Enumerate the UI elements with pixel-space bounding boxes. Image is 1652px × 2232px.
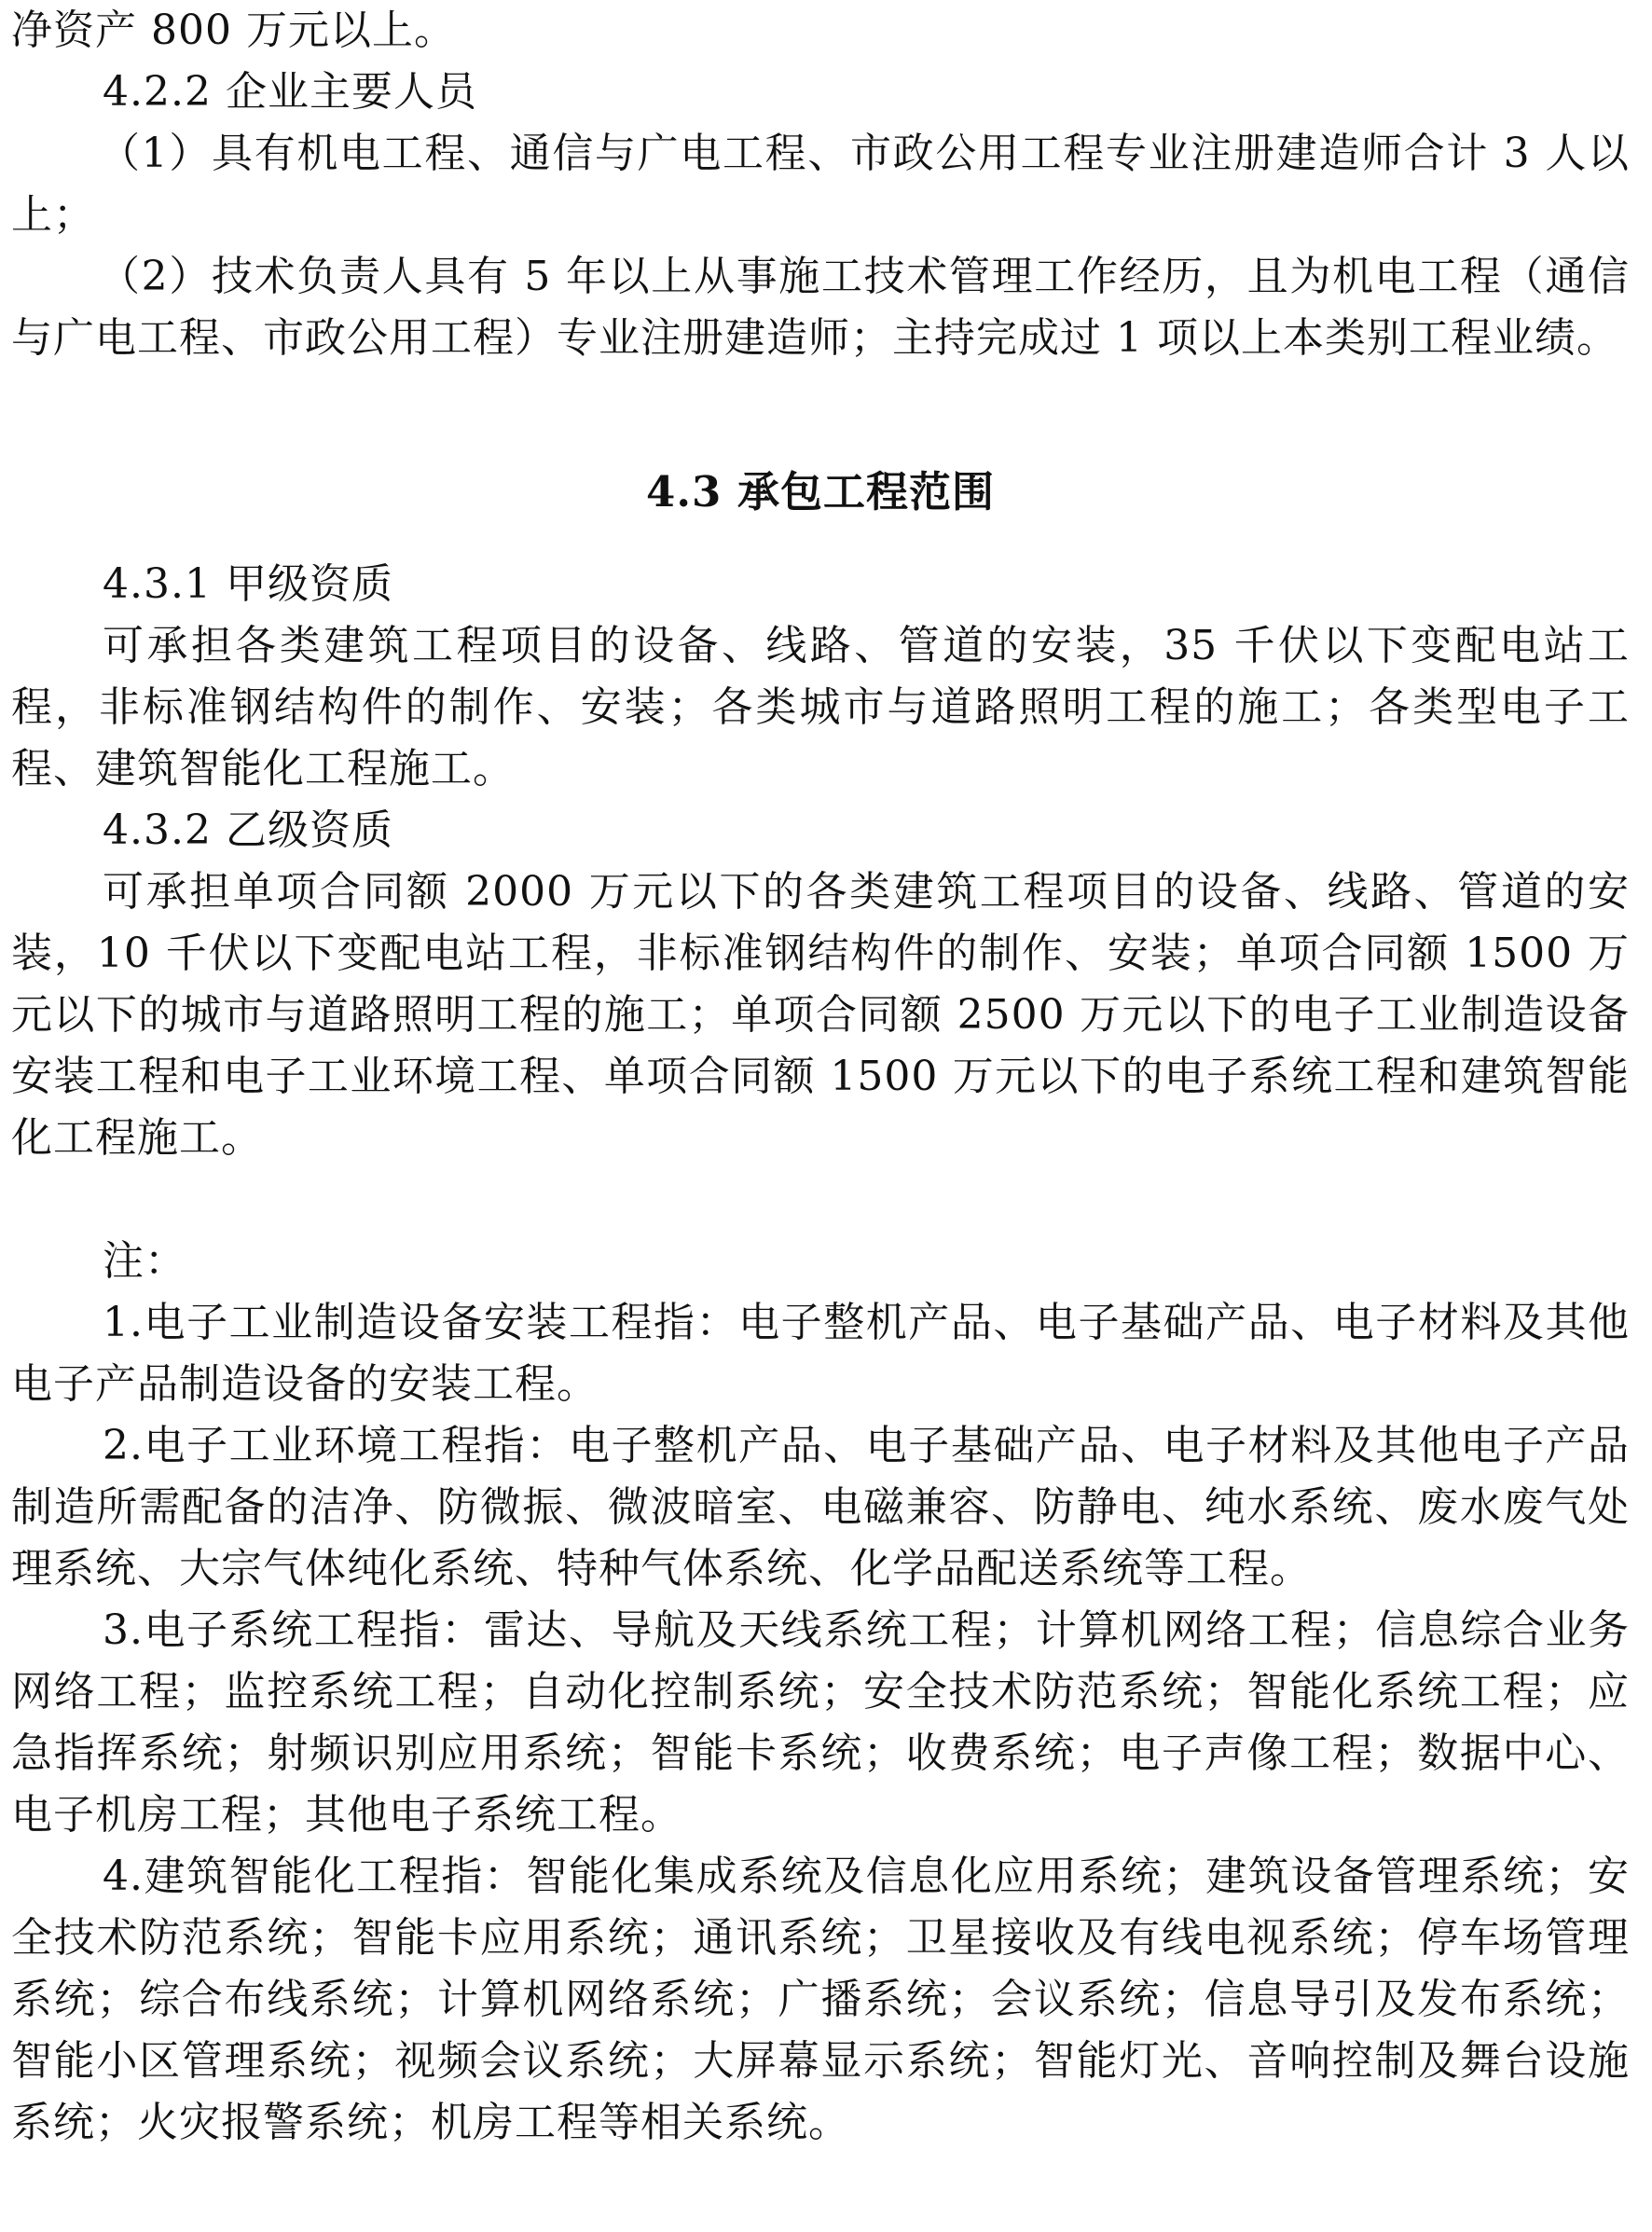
paragraph-grade-a-scope: 可承担各类建筑工程项目的设备、线路、管道的安装，35 千伏以下变配电站工程，非标准钢结构件的制作、安装；各类城市与道路照明工程的施工；各类型电子工程、建筑智能化工程施工。 bbox=[11, 622, 1630, 792]
paragraph-personnel-item-2: （2）技术负责人具有 5 年以上从事施工技术管理工作经历，且为机电工程（通信与广电工程、市政公用工程）专业注册建造师；主持完成过 1 项以上本类别工程业绩。 bbox=[11, 253, 1630, 362]
notes-label: 注： bbox=[103, 1237, 186, 1285]
note-item-1: 1.电子工业制造设备安装工程指：电子整机产品、电子基础产品、电子材料及其他电子产品制造设备的安装工程。 bbox=[11, 1299, 1630, 1408]
blank-line bbox=[11, 1169, 1630, 1231]
blank-line bbox=[11, 369, 1630, 431]
heading-4-3-1-grade-a: 4.3.1 甲级资质 bbox=[103, 560, 393, 608]
heading-4-3-2-grade-b: 4.3.2 乙级资质 bbox=[103, 806, 393, 854]
heading-4-2-2-key-personnel: 4.2.2 企业主要人员 bbox=[103, 68, 477, 116]
note-item-3: 3.电子系统工程指：雷达、导航及天线系统工程；计算机网络工程；信息综合业务网络工程；监控系统工程；自动化控制系统；安全技术防范系统；智能化系统工程；应急指挥系统；射频识别应用系统；智能卡系统；收费系统；电子声像工程；数据中心、电子机房工程；其他电子系统工程。 bbox=[11, 1606, 1630, 1839]
note-item-2: 2.电子工业环境工程指：电子整机产品、电子基础产品、电子材料及其他电子产品制造所需配备的洁净、防微振、微波暗室、电磁兼容、防静电、纯水系统、废水废气处理系统、大宗气体纯化系统、特种气体系统、化学品配送系统等工程。 bbox=[11, 1422, 1630, 1592]
note-item-4: 4.建筑智能化工程指：智能化集成系统及信息化应用系统；建筑设备管理系统；安全技术防范系统；智能卡应用系统；通讯系统；卫星接收及有线电视系统；停车场管理系统；综合布线系统；计算机网络系统；广播系统；会议系统；信息导引及发布系统；智能小区管理系统；视频会议系统；大屏幕显示系统；智能灯光、音响控制及舞台设施系统；火灾报警系统；机房工程等相关系统。 bbox=[11, 1853, 1630, 2146]
section-title-4-3: 4.3 承包工程范围 bbox=[646, 467, 995, 517]
paragraph-personnel-item-1: （1）具有机电工程、通信与广电工程、市政公用工程专业注册建造师合计 3 人以上； bbox=[11, 130, 1630, 239]
paragraph-net-assets: 净资产 800 万元以上。 bbox=[11, 7, 456, 54]
document-page bbox=[11, 0, 1630, 2154]
paragraph-grade-b-scope: 可承担单项合同额 2000 万元以下的各类建筑工程项目的设备、线路、管道的安装，10 千伏以下变配电站工程，非标准钢结构件的制作、安装；单项合同额 1500 万元以下的城市与道路照明工程的施工；单项合同额 2500 万元以下的电子工业制造设备安装工程和电子工业环境工程、单项合同额 1500 万元以下的电子系统工程和建筑智能化工程施工。 bbox=[11, 868, 1630, 1162]
